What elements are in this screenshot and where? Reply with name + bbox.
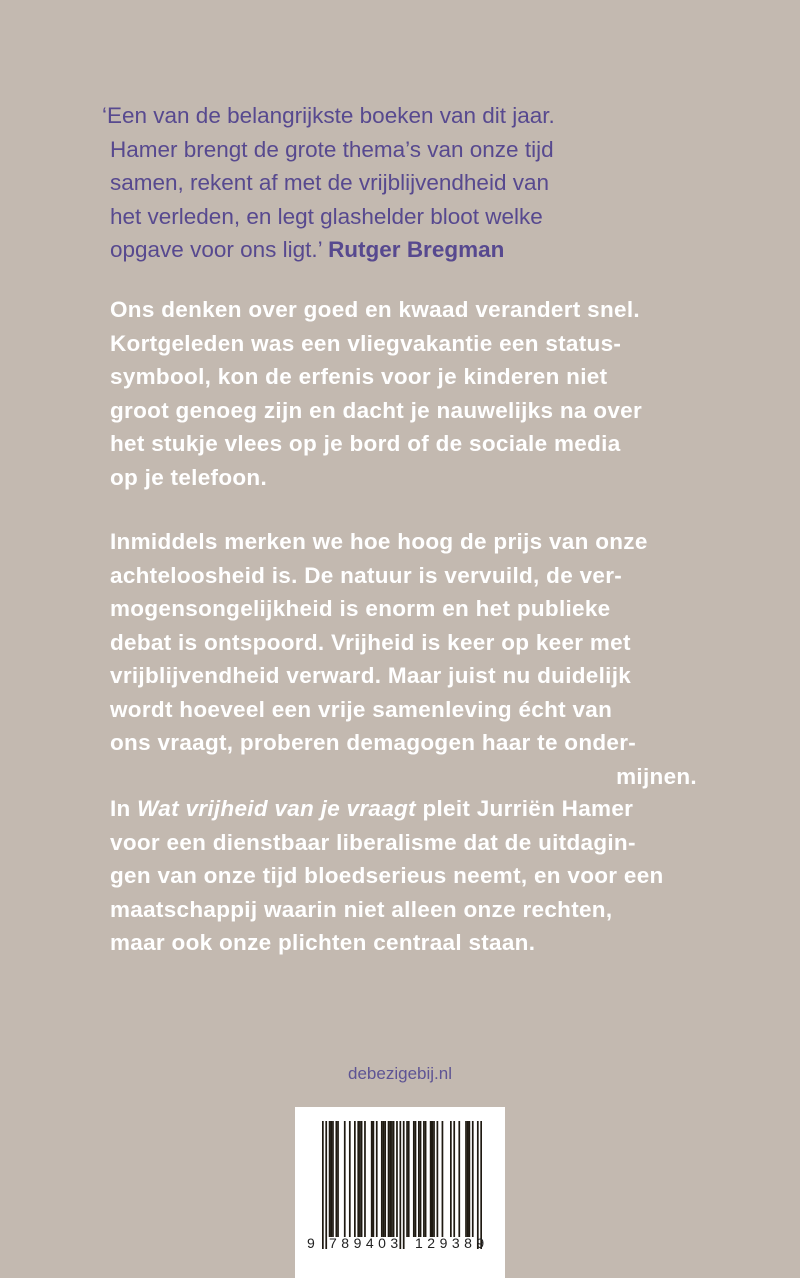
paragraph-1 xyxy=(110,293,642,494)
body-line: mijnen. xyxy=(616,763,697,789)
barcode-bar xyxy=(396,1121,398,1237)
barcode-bar xyxy=(453,1121,455,1237)
barcode-bar xyxy=(376,1121,378,1237)
quote-line xyxy=(110,233,555,267)
body-text: In xyxy=(110,796,138,821)
paragraph-3 xyxy=(110,792,664,960)
barcode-bar xyxy=(381,1121,383,1237)
barcode-bar xyxy=(415,1121,417,1237)
body-text: pleit Jurriën Hamer xyxy=(415,796,634,821)
barcode-bars xyxy=(322,1121,482,1249)
barcode-bar xyxy=(384,1121,386,1237)
barcode-bar xyxy=(420,1121,422,1237)
barcode-bar xyxy=(329,1121,331,1237)
barcode-bar xyxy=(391,1121,393,1237)
barcode-bar xyxy=(450,1121,452,1237)
barcode-bar xyxy=(418,1121,420,1237)
quote-line: Hamer brengt de grote thema’s van onze tijd xyxy=(110,136,554,162)
barcode-bar xyxy=(431,1121,433,1237)
body-line: het stukje vlees op je bord of de sociale media xyxy=(110,431,621,456)
barcode-bar xyxy=(373,1121,375,1237)
quote-line: samen, rekent af met de vrijblijvendheid van xyxy=(110,170,549,195)
book-title: Wat vrijheid van je vraagt xyxy=(137,796,416,821)
barcode-bar xyxy=(425,1121,427,1237)
body-line: mogensongelijkheid is enorm en het publieke xyxy=(110,596,611,621)
barcode-bar xyxy=(354,1121,356,1237)
barcode-bar xyxy=(335,1121,337,1237)
isbn-barcode xyxy=(295,1107,505,1278)
barcode-bar xyxy=(371,1121,373,1237)
paragraph-2 xyxy=(110,525,697,793)
barcode-bar xyxy=(332,1121,334,1237)
barcode-bar xyxy=(458,1121,460,1237)
isbn-digit-group: 9 xyxy=(307,1235,315,1251)
barcode-bar xyxy=(388,1121,390,1237)
body-line: Ons denken over goed en kwaad verandert snel. xyxy=(110,297,640,322)
barcode-bar xyxy=(480,1121,482,1249)
body-line: Inmiddels merken we hoe hoog de prijs van onze xyxy=(110,529,648,554)
barcode-bar xyxy=(433,1121,435,1237)
barcode-bar xyxy=(423,1121,425,1237)
body-line: ons vraagt, proberen demagogen haar te onder- xyxy=(110,730,637,755)
body-line: gen van onze tijd bloedserieus neemt, en voor een xyxy=(110,863,664,888)
body-line xyxy=(110,792,664,826)
blurb-quote xyxy=(102,99,555,267)
barcode-bar xyxy=(430,1121,432,1237)
body-line: Kortgeleden was een vliegvakantie een status- xyxy=(110,330,622,356)
barcode-bar xyxy=(322,1121,324,1249)
body-line: debat is ontspoord. Vrijheid is keer op keer met xyxy=(110,629,631,655)
barcode-bar xyxy=(330,1121,332,1237)
quote-line-text: opgave voor ons ligt.’ xyxy=(110,237,322,262)
isbn-digit-group: 129389 xyxy=(415,1235,489,1251)
barcode-bar xyxy=(357,1121,359,1237)
barcode-bar xyxy=(364,1121,366,1237)
barcode-bar xyxy=(393,1121,395,1237)
body-line: groot genoeg zijn en dacht je nauwelijks na over xyxy=(110,397,642,423)
quote-line: ‘Een van de belangrijkste boeken van dit jaar. xyxy=(102,103,555,128)
quote-line: het verleden, en legt glashelder bloot welke xyxy=(110,203,543,229)
barcode-bar xyxy=(469,1121,471,1237)
body-line: symbool, kon de erfenis voor je kinderen niet xyxy=(110,364,608,389)
publisher-website: debezigebij.nl xyxy=(348,1064,452,1083)
barcode-bar xyxy=(408,1121,410,1237)
isbn-digits xyxy=(307,1235,489,1251)
barcode-bar xyxy=(437,1121,439,1237)
body-line: maatschappij waarin niet alleen onze rechten, xyxy=(110,896,613,922)
body-line: voor een dienstbaar liberalisme dat de uitdagin- xyxy=(110,829,636,855)
barcode-bar xyxy=(403,1121,405,1249)
barcode-bar xyxy=(325,1121,327,1249)
barcode-bar xyxy=(465,1121,467,1237)
barcode-bar xyxy=(442,1121,444,1237)
barcode-bar xyxy=(472,1121,474,1237)
body-line: achteloosheid is. De natuur is vervuild, de ver- xyxy=(110,562,623,588)
barcode-bar xyxy=(337,1121,339,1237)
quote-author: Rutger Bregman xyxy=(328,237,505,262)
body-line: vrijblijvendheid verward. Maar juist nu duidelijk xyxy=(110,663,632,688)
barcode-bar xyxy=(344,1121,346,1237)
body-line: wordt hoeveel een vrije samenleving écht van xyxy=(110,696,613,722)
barcode-bar xyxy=(359,1121,361,1237)
barcode-bar xyxy=(467,1121,469,1237)
body-line: maar ook onze plichten centraal staan. xyxy=(110,930,536,955)
isbn-digit-group: 789403 xyxy=(329,1235,403,1251)
barcode-bar xyxy=(383,1121,385,1237)
barcode-bar xyxy=(413,1121,415,1237)
barcode-bar xyxy=(361,1121,363,1237)
barcode-bar xyxy=(399,1121,401,1249)
barcode-bar xyxy=(389,1121,391,1237)
barcode-bar xyxy=(477,1121,479,1249)
barcode-bar xyxy=(349,1121,351,1237)
body-line: op je telefoon. xyxy=(110,464,268,490)
barcode-bar xyxy=(406,1121,408,1237)
